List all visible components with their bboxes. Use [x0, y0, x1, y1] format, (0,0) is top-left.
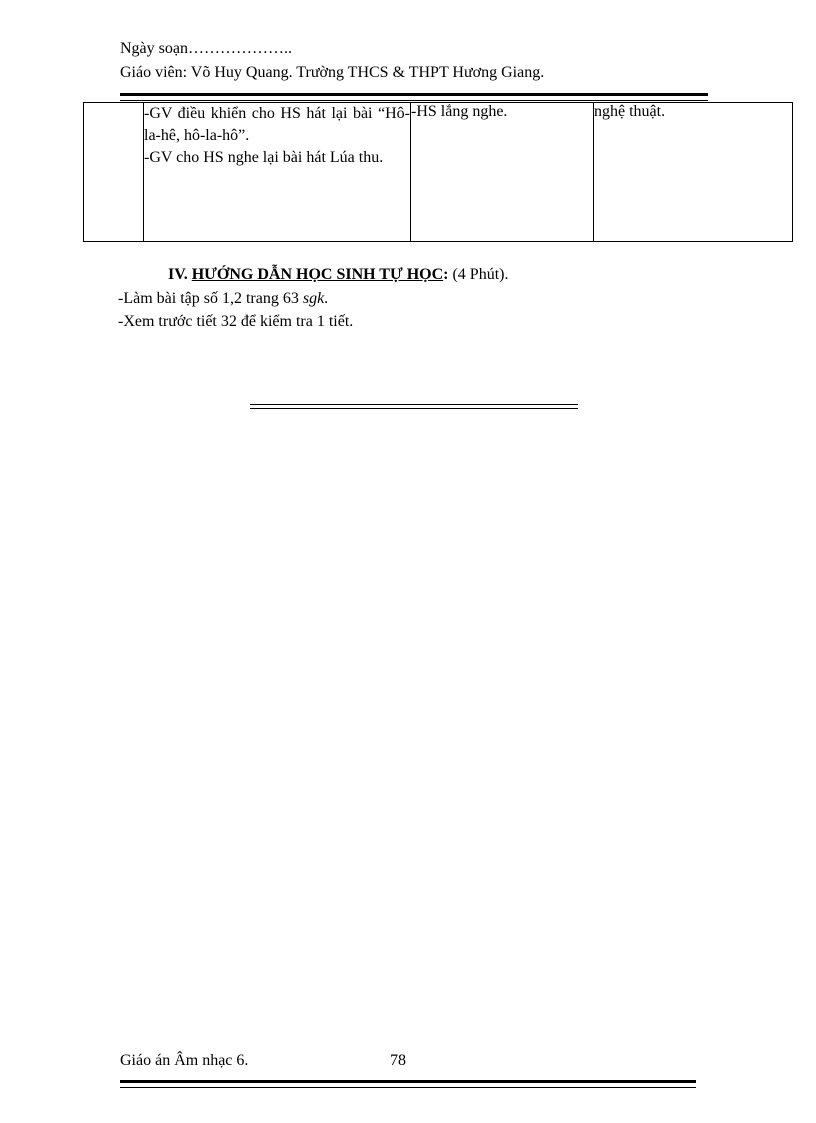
header-rule	[120, 93, 708, 101]
notes-cell	[594, 103, 793, 242]
task-1-end: .	[324, 290, 329, 307]
teacher-line: Giáo viên: Võ Huy Quang. Trường THCS & THPT Hương Giang.	[120, 64, 545, 81]
teacher-activity-cell	[144, 103, 411, 242]
student-activity-cell	[411, 103, 594, 242]
section-title: HƯỚNG DẪN HỌC SINH TỰ HỌC	[191, 266, 444, 283]
end-separator	[250, 401, 578, 413]
table-row	[84, 103, 793, 242]
table-cell-empty	[84, 103, 144, 242]
section-duration: (4 Phút).	[448, 266, 509, 283]
section-heading	[168, 266, 508, 284]
student-activity: -HS lắng nghe.	[411, 103, 508, 120]
teacher-activity-1: -GV điều khiển cho HS hát lại bài “Hô-la-hê, hô-la-hô”.	[144, 105, 410, 144]
date-line: Ngày soạn………………..	[120, 40, 292, 57]
task-1-text: -Làm bài tập số 1,2 trang 63	[118, 290, 303, 307]
footer-title: Giáo án Âm nhạc 6.	[120, 1052, 249, 1069]
section-colon: :	[443, 266, 449, 283]
task-item-1	[118, 290, 328, 308]
lesson-activity-table	[83, 102, 793, 242]
task-1-book: sgk	[302, 290, 325, 307]
page-number: 78	[390, 1052, 406, 1069]
notes-text: nghệ thuật.	[594, 103, 666, 120]
section-number: IV.	[168, 266, 188, 283]
footer-rule	[120, 1080, 696, 1088]
teacher-activity-2: -GV cho HS nghe lại bài hát Lúa thu.	[144, 149, 384, 166]
task-item-2: -Xem trước tiết 32 để kiểm tra 1 tiết.	[118, 313, 354, 330]
